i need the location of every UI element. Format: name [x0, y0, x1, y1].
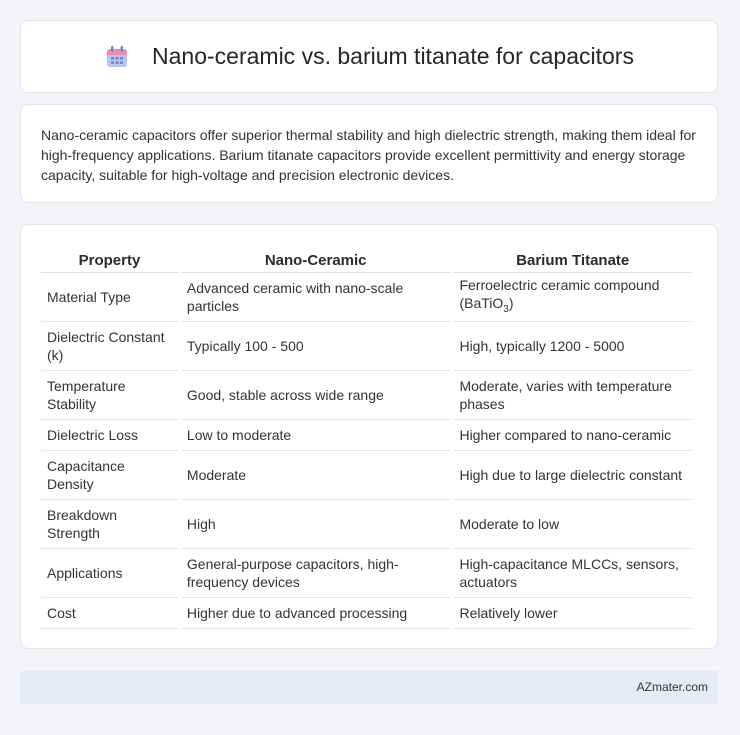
cell-nano-ceramic: Moderate	[181, 451, 451, 500]
page-title: Nano-ceramic vs. barium titanate for capacitors	[152, 43, 634, 69]
cell-barium-titanate: High-capacitance MLCCs, sensors, actuators	[453, 549, 692, 598]
cell-property: Dielectric Loss	[41, 420, 178, 451]
cell-barium-titanate: Moderate, varies with temperature phases	[453, 371, 692, 420]
cell-barium-titanate: High due to large dielectric constant	[453, 451, 692, 500]
cell-property: Applications	[41, 549, 178, 598]
cell-barium-titanate: Higher compared to nano-ceramic	[453, 420, 692, 451]
header-nano-ceramic: Nano-Ceramic	[181, 245, 451, 273]
cell-nano-ceramic: Good, stable across wide range	[181, 371, 451, 420]
table-row	[41, 371, 692, 420]
cell-property: Capacitance Density	[41, 451, 178, 500]
cell-property: Breakdown Strength	[41, 500, 178, 549]
title-card	[20, 20, 718, 93]
barium-text-end: )	[508, 294, 514, 311]
cell-property: Material Type	[41, 273, 178, 322]
table-header-row	[41, 245, 692, 273]
comparison-table	[38, 245, 695, 629]
header-barium-titanate: Barium Titanate	[453, 245, 692, 273]
table-row	[41, 420, 692, 451]
cell-nano-ceramic: Typically 100 - 500	[181, 322, 451, 371]
table-row	[41, 451, 692, 500]
cell-property: Cost	[41, 598, 178, 629]
cell-nano-ceramic: General-purpose capacitors, high-frequency devices	[181, 549, 451, 598]
cell-barium-titanate	[453, 273, 692, 322]
cell-barium-titanate: Relatively lower	[453, 598, 692, 629]
table-row	[41, 322, 692, 371]
cell-nano-ceramic: High	[181, 500, 451, 549]
cell-nano-ceramic: Higher due to advanced processing	[181, 598, 451, 629]
cell-nano-ceramic: Advanced ceramic with nano-scale particles	[181, 273, 451, 322]
header-property: Property	[41, 245, 178, 273]
footer-brand: AZmater.com	[636, 680, 708, 694]
comparison-table-card	[20, 224, 718, 649]
footer	[20, 671, 718, 704]
calendar-icon	[104, 44, 130, 70]
cell-barium-titanate: Moderate to low	[453, 500, 692, 549]
cell-property: Temperature Stability	[41, 371, 178, 420]
cell-barium-titanate: High, typically 1200 - 5000	[453, 322, 692, 371]
subscript: 3	[503, 303, 509, 315]
summary-text: Nano-ceramic capacitors offer superior thermal stability and high dielectric strength, making them ideal for high-frequency applications. Barium titanate capacitors provide excellent permittivity and energy storage capacity, suitable for high-voltage and precision electronic devices.	[41, 127, 696, 183]
table-row	[41, 598, 692, 629]
table-row	[41, 549, 692, 598]
table-row	[41, 273, 692, 322]
barium-text: Ferroelectric ceramic compound (BaTiO	[459, 276, 660, 311]
cell-nano-ceramic: Low to moderate	[181, 420, 451, 451]
cell-property: Dielectric Constant (k)	[41, 322, 178, 371]
table-row	[41, 500, 692, 549]
summary-card	[20, 104, 718, 203]
